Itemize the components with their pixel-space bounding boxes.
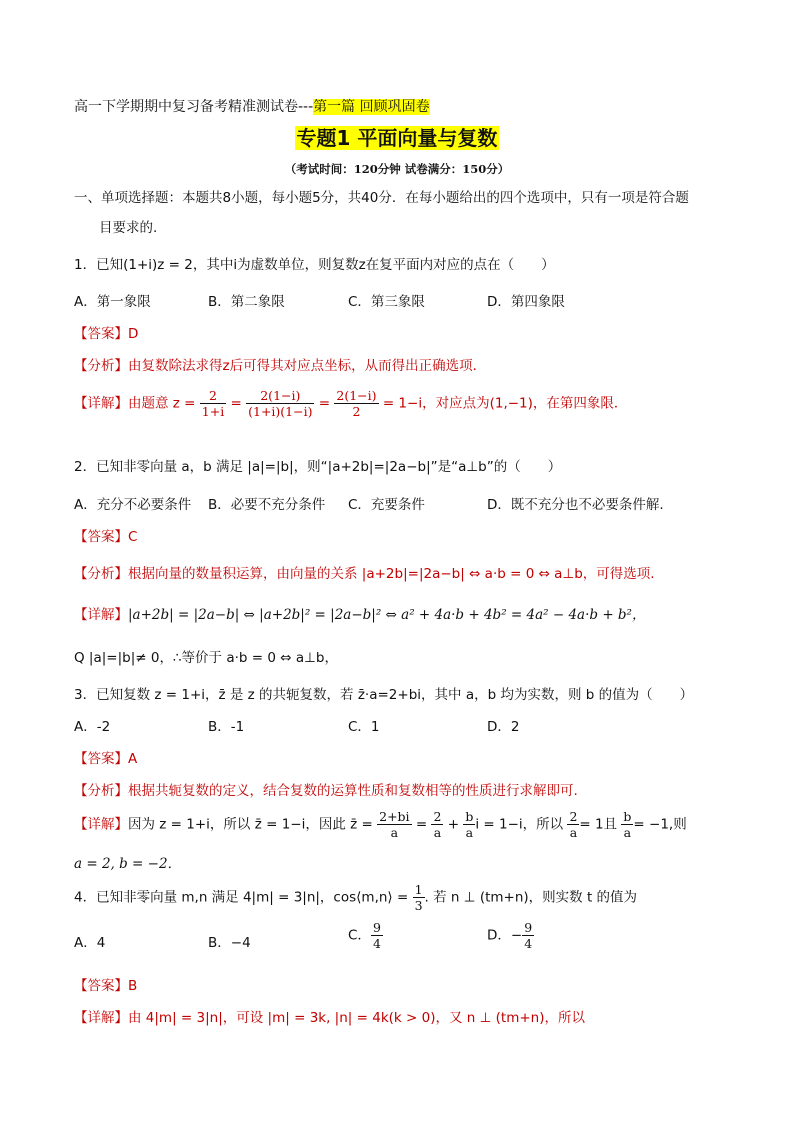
q1-stem: 1．已知(1+i)z = 2，其中i为虚数单位，则复数z在复平面内对应的点在（ ） [74, 257, 555, 273]
q2-stem: 2．已知非零向量 a，b 满足 |a|=|b|，则“|a+2b|=|2a−b|”是“a⊥b”的（ ） [74, 459, 562, 475]
q4-answer: 【答案】B [74, 978, 138, 994]
q3-stem: 3．已知复数 z = 1+i，z̄ 是 z 的共轭复数，若 z̄·a=2+bi，其中 a，b 均为实数，则 b 的值为（ ） [74, 687, 694, 703]
fraction: $\frac{2}{a}$ [569, 809, 578, 840]
q1-option-a: A．第一象限 [74, 294, 151, 310]
fraction: $\frac{9}{4}$ [524, 920, 533, 951]
q4-option-c: C． $\frac{9}{4}$ [348, 920, 381, 951]
q1-detail: 【详解】由题意 z = $\frac{2}{1+i}$ = $\frac{2(1-i)}{(1+i)(1-i)}$ = $\frac{2(1-i)}{2}$ = 1−i，对应点为(1,−1)，在第四象限． [74, 388, 628, 419]
q1-analysis: 【分析】由复数除法求得z后可得其对应点坐标，从而得出正确选项． [74, 358, 487, 374]
q1-option-c: C．第三象限 [348, 294, 425, 310]
q4-stem: 4．已知非零向量 m,n 满足 4|m| = 3|n|，cos⟨m,n⟩ = $\frac{1}{3}$ . 若 n ⊥ (tm+n)，则实数 t 的值为 [74, 882, 638, 913]
q2-option-d: D．既不充分也不必要条件解. [487, 497, 664, 513]
q2-option-a: A．充分不必要条件 [74, 497, 192, 513]
page-title: 专题1 平面向量与复数 [296, 126, 498, 150]
header-prefix: 高一下学期期中复习备考精准测试卷--- [74, 99, 314, 115]
exam-info: （考试时间：120分钟 试卷满分：150分） [284, 162, 510, 176]
q2-option-b: B．必要不充分条件 [208, 497, 326, 513]
q3-option-a: A．-2 [74, 719, 111, 735]
q3-option-d: D．2 [487, 719, 520, 735]
section-heading: 一、单项选择题：本题共8小题，每小题5分，共40分．在每小题给出的四个选项中，只有一项是符合题 [74, 190, 689, 206]
q4-option-b: B．−4 [208, 935, 251, 951]
q2-answer: 【答案】C [74, 529, 138, 545]
q3-option-b: B．-1 [208, 719, 245, 735]
q1-option-d: D．第四象限 [487, 294, 565, 310]
q3-detail-2: a = 2, b = −2． [74, 856, 182, 872]
q1-answer: 【答案】D [74, 326, 139, 342]
fraction: $\frac{1}{3}$ [414, 882, 423, 913]
q1-option-b: B．第二象限 [208, 294, 285, 310]
exam-header [74, 96, 430, 116]
q2-option-c: C．充要条件 [348, 497, 425, 513]
q3-answer: 【答案】A [74, 751, 138, 767]
fraction: $\frac{2}{a}$ [433, 809, 442, 840]
header-highlight: 第一篇 回顾巩固卷 [313, 99, 430, 115]
fraction: $\frac{b}{a}$ [623, 809, 632, 840]
q4-detail: 【详解】由 4|m| = 3|n|，可设 |m| = 3k, |n| = 4k(k > 0)，又 n ⊥ (tm+n)，所以 [74, 1010, 586, 1026]
q4-option-a: A．4 [74, 935, 106, 951]
q3-option-c: C．1 [348, 719, 380, 735]
q2-analysis: 【分析】根据向量的数量积运算，由向量的关系 |a+2b|=|2a−b| ⇔ a·b = 0 ⇔ a⊥b，可得选项. [74, 566, 655, 582]
q3-detail: 【详解】因为 z = 1+i，所以 z̄ = 1−i，因此 z̄ = $\frac{2+bi}{a}$ = $\frac{2}{a}$ + $\frac{b}{a}$ i = 1−i，所以 $\frac{2}{a}$ = 1且 $\frac{b}{a}$ = −1,则 [74, 809, 687, 840]
q2-detail: 【详解】|a+2b| = |2a−b| ⇔ |a+2b|² = |2a−b|² ⇔ a² + 4a·b + 4b² = 4a² − 4a·b + b²， [74, 607, 646, 623]
q2-detail-2: Q |a|=|b|≠ 0，∴等价于 a·b = 0 ⇔ a⊥b， [74, 650, 338, 666]
section-heading-cont: 目要求的. [99, 220, 158, 236]
fraction: $\frac{b}{a}$ [465, 809, 474, 840]
q4-option-d: D．− $\frac{9}{4}$ [487, 920, 533, 951]
fraction: $\frac{2}{1+i}$ [201, 388, 225, 419]
q3-analysis: 【分析】根据共轭复数的定义，结合复数的运算性质和复数相等的性质进行求解即可. [74, 783, 578, 799]
fraction: $\frac{9}{4}$ [372, 920, 381, 951]
fraction: $\frac{2(1-i)}{2}$ [336, 388, 377, 419]
fraction: $\frac{2+bi}{a}$ [379, 809, 410, 840]
fraction: $\frac{2(1-i)}{(1+i)(1-i)}$ [248, 388, 313, 419]
